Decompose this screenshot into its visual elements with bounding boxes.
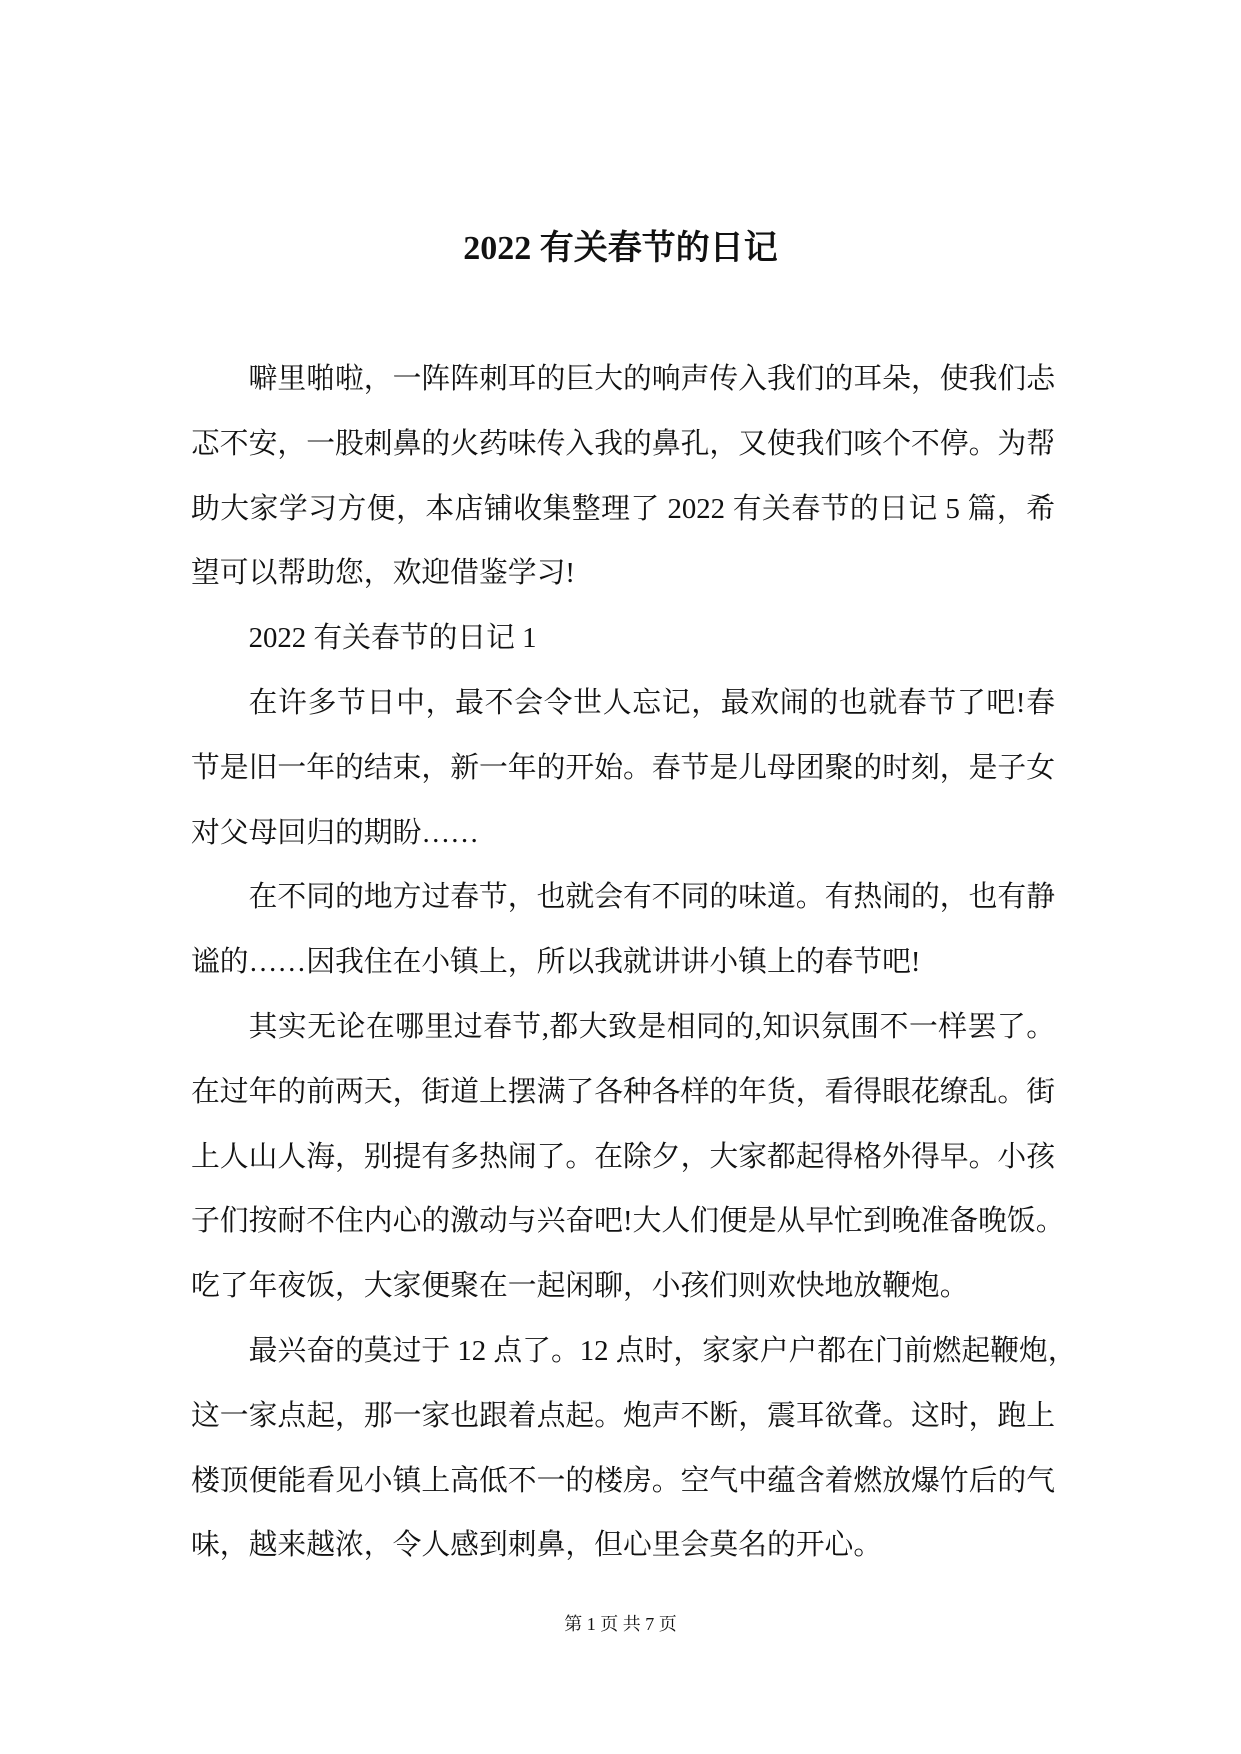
text-line: 节是旧一年的结束，新一年的开始。春节是儿母团聚的时刻，是子女: [191, 751, 1055, 784]
paragraph: [191, 1319, 1077, 1578]
document-body: [191, 347, 1077, 1578]
text-line: 子们按耐不住内心的激动与兴奋吧!大人们便是从早忙到晚准备晚饭。: [191, 1205, 1065, 1238]
paragraph: [191, 671, 1055, 865]
entry-heading-paragraph: [191, 606, 1055, 671]
text-line: 味，越来越浓，令人感到刺鼻，但心里会莫名的开心。: [191, 1529, 883, 1562]
page-footer: 第 1 页 共 7 页: [564, 1614, 677, 1634]
text-line: 其实无论在哪里过春节,都大致是相同的,知识氛围不一样罢了。: [248, 1010, 1055, 1043]
text-line: 上人山人海，别提有多热闹了。在除夕，大家都起得格外得早。小孩: [191, 1140, 1055, 1173]
text-line: 望可以帮助您，欢迎借鉴学习!: [191, 557, 575, 590]
text-line: 在过年的前两天，街道上摆满了各种各样的年货，看得眼花缭乱。街: [191, 1075, 1055, 1108]
paragraph: [191, 995, 1065, 1319]
entry-heading: 2022 有关春节的日记 1: [248, 622, 537, 655]
text-line: 噼里啪啦，一阵阵刺耳的巨大的响声传入我们的耳朵，使我们忐: [248, 363, 1055, 395]
text-line: 忑不安，一股刺鼻的火药味传入我的鼻孔，又使我们咳个不停。为帮: [191, 427, 1055, 460]
text-line: 对父母回归的期盼……: [191, 816, 479, 849]
text-line: 在不同的地方过春节，也就会有不同的味道。有热闹的，也有静: [248, 881, 1055, 914]
text-line: 谧的……因我住在小镇上，所以我就讲讲小镇上的春节吧!: [191, 946, 921, 979]
text-line: 这一家点起，那一家也跟着点起。炮声不断，震耳欲聋。这时，跑上: [191, 1399, 1055, 1432]
document-title: 2022 有关春节的日记: [463, 230, 778, 267]
text-line: 助大家学习方便，本店铺收集整理了 2022 有关春节的日记 5 篇，希: [191, 492, 1055, 525]
text-line: 吃了年夜饭，大家便聚在一起闲聊，小孩们则欢快地放鞭炮。: [191, 1270, 969, 1303]
paragraph: [191, 865, 1055, 995]
text-line: 楼顶便能看见小镇上高低不一的楼房。空气中蕴含着燃放爆竹后的气: [191, 1464, 1055, 1497]
intro-paragraph: [191, 347, 1055, 606]
text-line: 最兴奋的莫过于 12 点了。12 点时，家家户户都在门前燃起鞭炮，: [248, 1334, 1077, 1367]
text-line: 在许多节日中，最不会令世人忘记，最欢闹的也就春节了吧!春: [248, 686, 1055, 719]
